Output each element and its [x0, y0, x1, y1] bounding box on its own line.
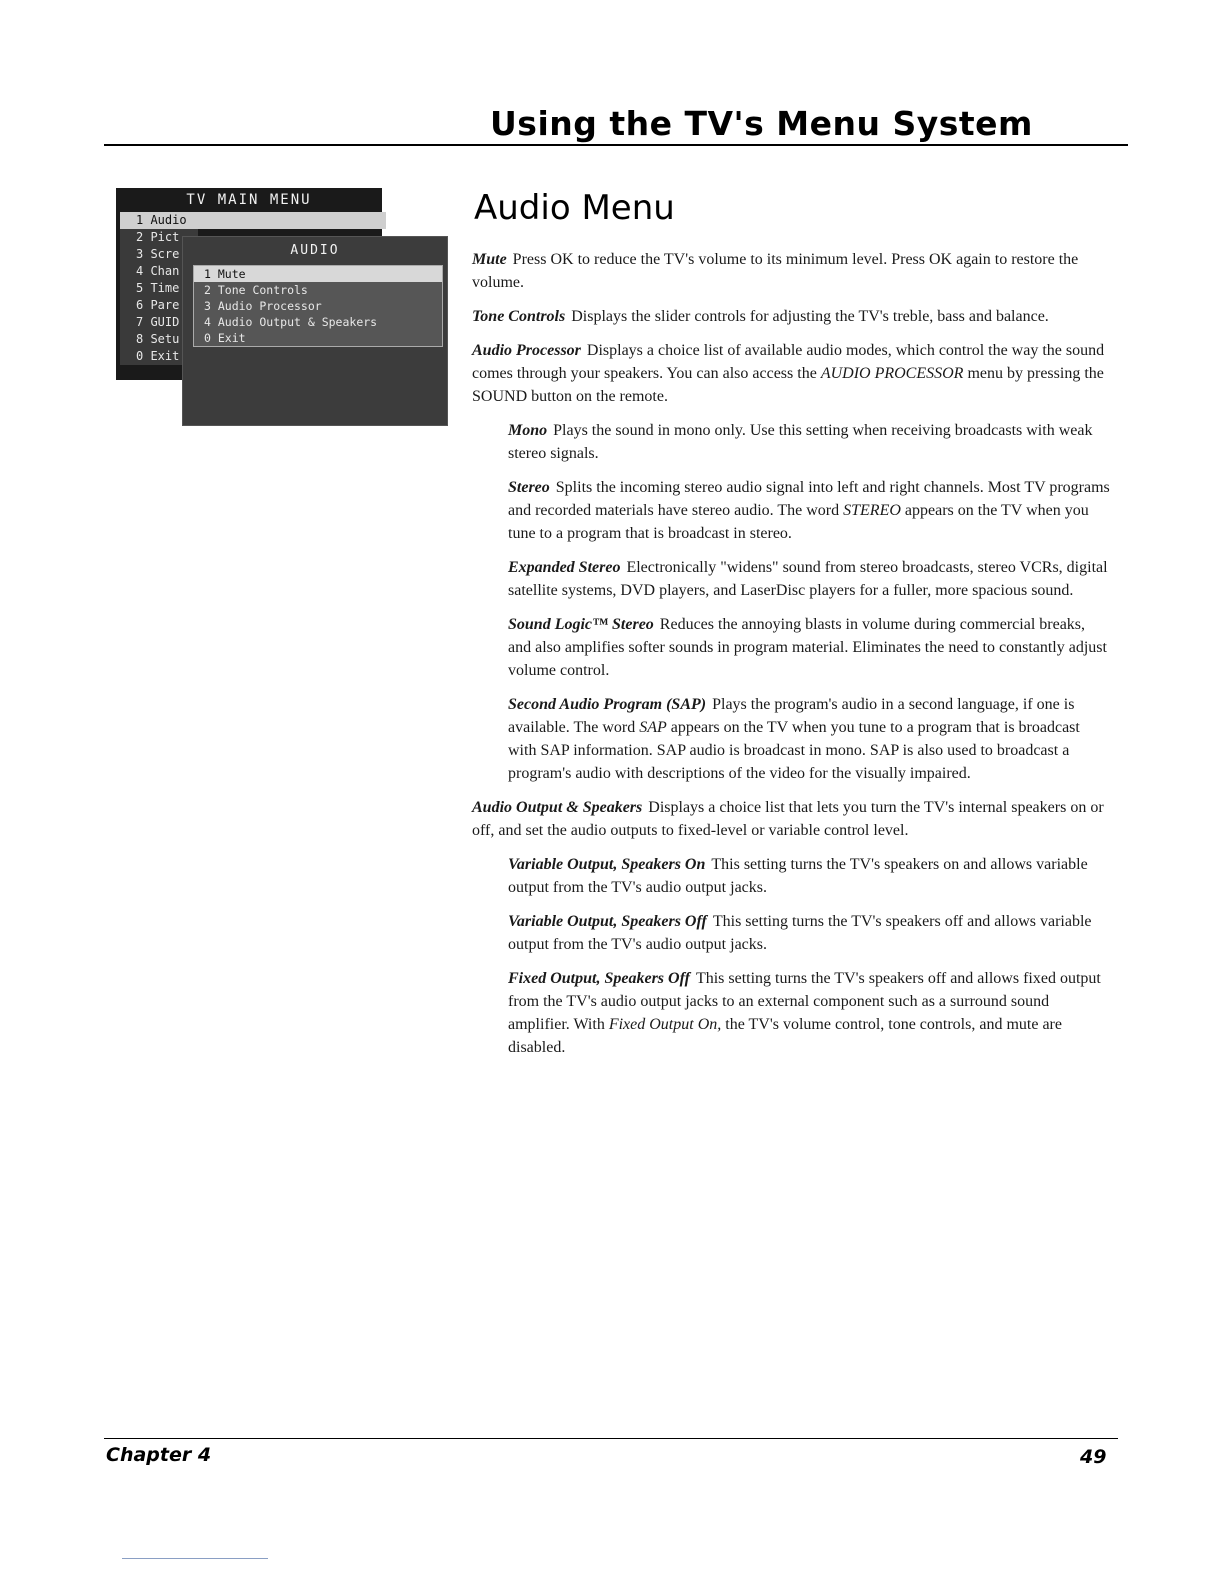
entry-fixed-off: [508, 967, 1112, 1059]
tv-main-menu-item: 1 Audio: [120, 212, 386, 229]
term: Variable Output, Speakers On: [508, 856, 706, 873]
tv-menu-screenshot: [116, 188, 446, 424]
footer-rule: [104, 1438, 1118, 1439]
tv-main-menu-item: 8 Setu: [120, 331, 198, 348]
entry-tone-controls: [472, 305, 1112, 328]
description: Plays the sound in mono only. Use this setting when receiving broadcasts with weak stereo signals.: [508, 422, 1093, 462]
term: Fixed Output, Speakers Off: [508, 970, 690, 987]
italic-term: AUDIO PROCESSOR: [820, 365, 964, 382]
term: Audio Processor: [472, 342, 581, 359]
description: Plays the program's audio in a second language, if one is available. The word: [508, 696, 1075, 736]
entry-stereo: [508, 476, 1112, 545]
description: Displays the slider controls for adjusting the TV's treble, bass and balance.: [571, 308, 1049, 325]
term: Second Audio Program (SAP): [508, 696, 707, 713]
tv-main-menu-item: 3 Scre: [120, 246, 198, 263]
tv-main-menu-item: 0 Exit: [120, 348, 198, 365]
description: Press OK to reduce the TV's volume to its minimum level. Press OK again to restore the volume.: [472, 251, 1079, 291]
entry-audio-processor: [472, 339, 1112, 408]
body-text: [472, 248, 1112, 1070]
tv-audio-menu-panel: [182, 236, 448, 426]
term: Audio Output & Speakers: [472, 799, 643, 816]
tv-audio-menu-item: 4 Audio Output & Speakers: [194, 314, 442, 330]
description: Electronically "widens" sound from stereo broadcasts, stereo VCRs, digital satellite systems, DVD players, and LaserDisc players for a fuller, more spacious sound.: [508, 559, 1108, 599]
term: Stereo: [508, 479, 550, 496]
term: Variable Output, Speakers Off: [508, 913, 707, 930]
entry-variable-on: [508, 853, 1112, 899]
entry-mute: [472, 248, 1112, 294]
entry-expanded-stereo: [508, 556, 1112, 602]
divider: [122, 1558, 268, 1559]
entry-variable-off: [508, 910, 1112, 956]
tv-main-menu-title: TV MAIN MENU: [186, 192, 312, 208]
tv-audio-menu-item: 3 Audio Processor: [194, 298, 442, 314]
description: This setting turns the TV's speakers off and allows variable output from the TV's audio output jacks.: [508, 913, 1092, 953]
term: Mute: [472, 251, 507, 268]
tv-audio-menu-list: [193, 265, 443, 347]
description: Reduces the annoying blasts in volume during commercial breaks, and also amplifies softer sounds in program material. Eliminates the need to constantly adjust volume control.: [508, 616, 1107, 679]
term: Sound Logic™ Stereo: [508, 616, 654, 633]
term: Mono: [508, 422, 548, 439]
italic-term: STEREO: [843, 502, 901, 519]
entry-mono: [508, 419, 1112, 465]
description: appears on the TV when you tune to a program that is broadcast in stereo.: [508, 502, 1089, 542]
description: appears on the TV when you tune to a program that is broadcast with SAP information. SAP audio is broadcast in mono. SAP is also used to broadcast a program's audio with descriptions of the video for the visually impaired.: [508, 719, 1080, 782]
tv-audio-menu-item: 1 Mute: [194, 266, 442, 282]
tv-audio-menu-item: 2 Tone Controls: [194, 282, 442, 298]
description: Displays a choice list that lets you turn the TV's internal speakers on or off, and set the audio outputs to fixed-level or variable control level.: [472, 799, 1104, 839]
section-title: Audio Menu: [474, 188, 675, 228]
description: menu by pressing the SOUND button on the remote.: [472, 365, 1104, 405]
term: Tone Controls: [472, 308, 566, 325]
tv-main-menu-item: 7 GUID: [120, 314, 198, 331]
page-number: 49: [1080, 1446, 1107, 1468]
tv-main-menu-item: 2 Pict: [120, 229, 198, 246]
description: This setting turns the TV's speakers off and allows fixed output from the TV's audio output jacks to an external component such as a surround sound amplifier. With: [508, 970, 1101, 1033]
entry-sap: [508, 693, 1112, 785]
header-rule: [104, 144, 1128, 146]
tv-main-menu-item: 6 Pare: [120, 297, 198, 314]
entry-sound-logic: [508, 613, 1112, 682]
term: Expanded Stereo: [508, 559, 621, 576]
italic-term: SAP: [639, 719, 667, 736]
entry-audio-output: [472, 796, 1112, 842]
description: Splits the incoming stereo audio signal into left and right channels. Most TV programs and recorded materials have stereo audio. The word: [508, 479, 1110, 519]
page-header-title: Using the TV's Menu System: [490, 104, 1033, 143]
description: Displays a choice list of available audio modes, which control the way the sound comes through your speakers. You can also access the: [472, 342, 1105, 382]
description: the TV's volume control, tone controls, and mute are disabled.: [508, 1016, 1062, 1056]
tv-audio-menu-title: AUDIO: [290, 243, 340, 258]
tv-audio-menu-item: 0 Exit: [194, 330, 442, 346]
description: This setting turns the TV's speakers on and allows variable output from the TV's audio output jacks.: [508, 856, 1088, 896]
tv-main-menu-item: 5 Time: [120, 280, 198, 297]
italic-term: Fixed Output On,: [608, 1016, 722, 1033]
footer-chapter: Chapter 4: [106, 1444, 212, 1466]
tv-main-menu-item: 4 Chan: [120, 263, 198, 280]
